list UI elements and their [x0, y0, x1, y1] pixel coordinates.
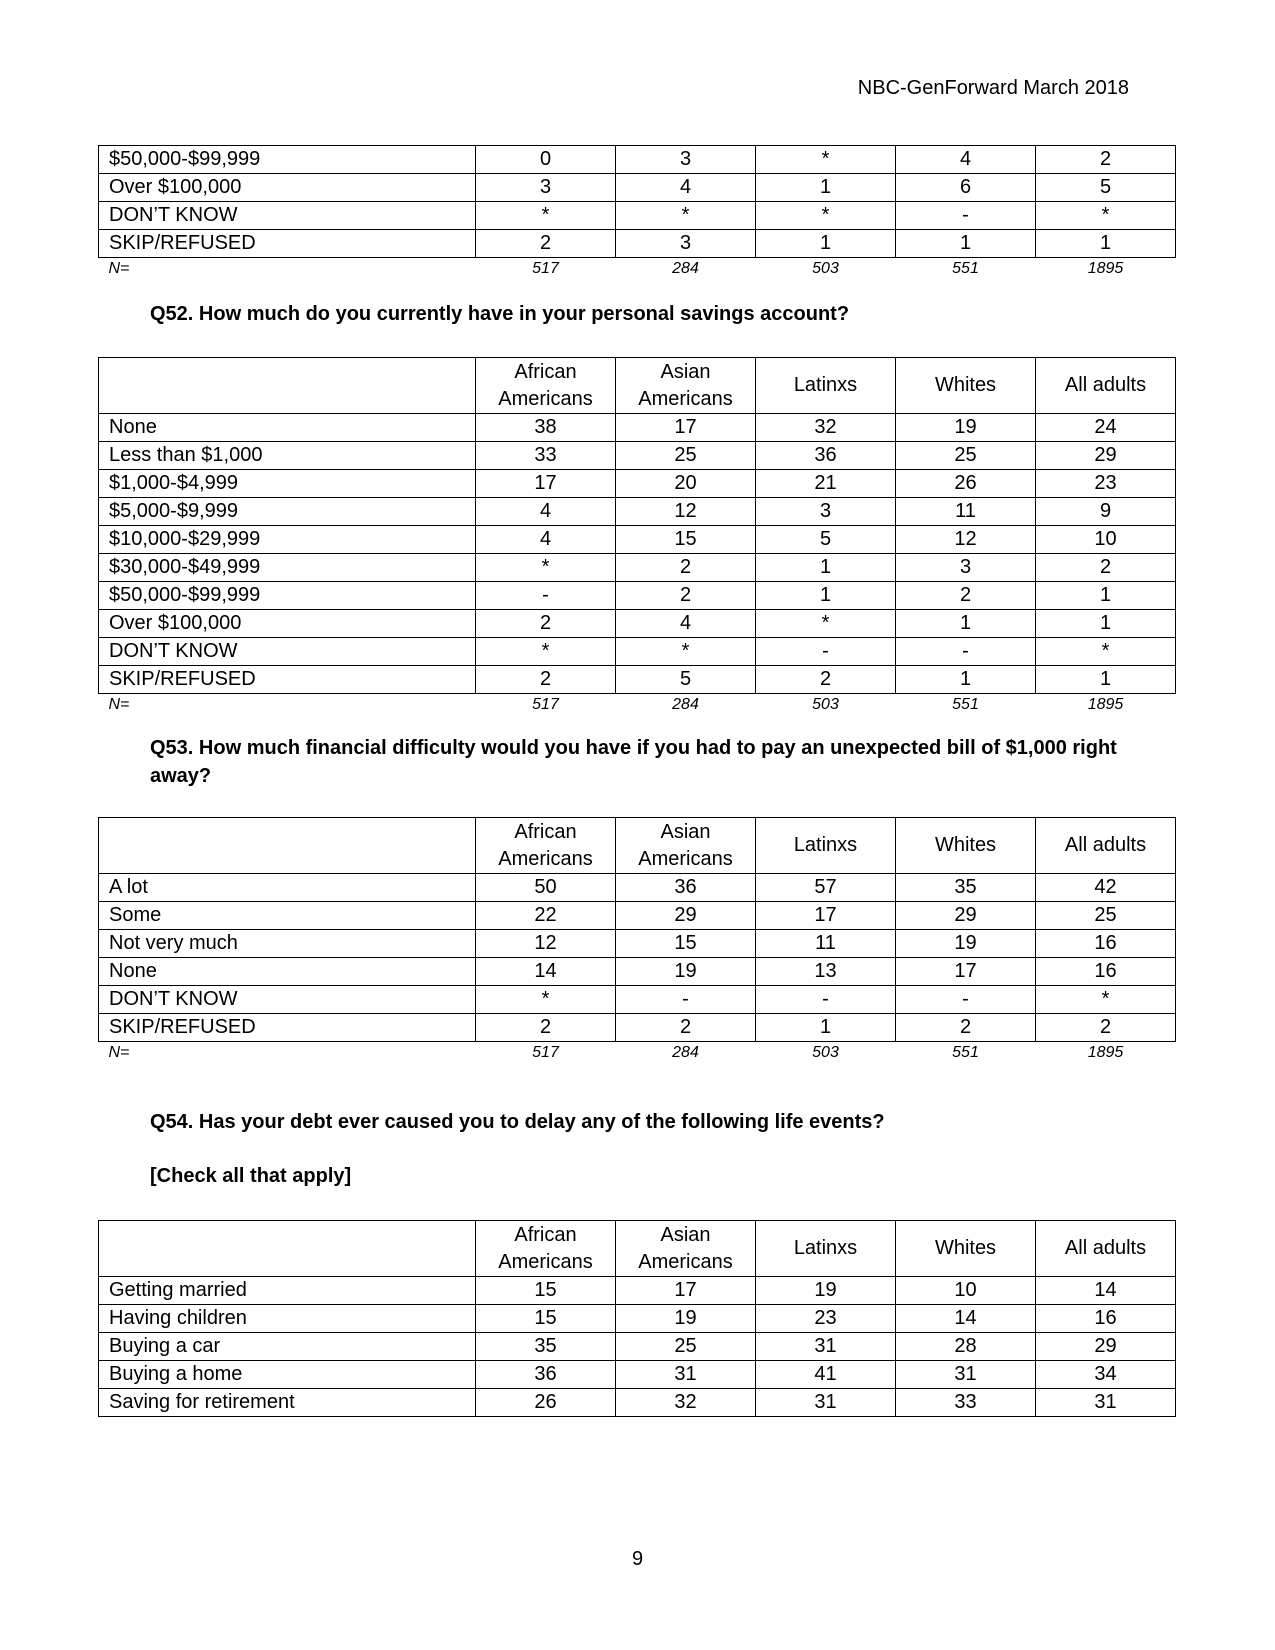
table-row: [99, 230, 1176, 258]
value-cell: 3: [616, 146, 756, 174]
column-header: Latinxs: [756, 358, 896, 414]
value-cell: *: [1036, 638, 1176, 666]
row-label: SKIP/REFUSED: [99, 666, 476, 694]
value-cell: 11: [756, 930, 896, 958]
value-cell: 50: [476, 874, 616, 902]
sample-size-value: 551: [952, 1044, 979, 1061]
q54-table: [98, 1220, 1176, 1417]
value-cell: 4: [616, 174, 756, 202]
value-cell: -: [896, 986, 1036, 1014]
value-cell: 57: [756, 874, 896, 902]
value-cell: 3: [756, 498, 896, 526]
q52-question: Q52. How much do you currently have in your personal savings account?: [150, 303, 850, 325]
value-cell: 31: [756, 1389, 896, 1417]
value-cell: *: [616, 202, 756, 230]
row-label: Some: [99, 902, 476, 930]
table-row: [99, 498, 1176, 526]
value-cell: 4: [476, 498, 616, 526]
table-header-row: [99, 818, 1176, 874]
value-cell: 35: [476, 1333, 616, 1361]
value-cell: 15: [616, 930, 756, 958]
value-cell: *: [1036, 986, 1176, 1014]
q54-instruction: [Check all that apply]: [150, 1165, 352, 1187]
sample-size-value: 1895: [1087, 260, 1124, 277]
row-label: DON’T KNOW: [99, 202, 476, 230]
value-cell: 2: [616, 1014, 756, 1042]
row-label: $50,000-$99,999: [99, 582, 476, 610]
value-cell: 19: [896, 930, 1036, 958]
value-cell: 16: [1036, 930, 1176, 958]
table-row: [99, 1014, 1176, 1042]
sample-size-row: [99, 694, 1176, 717]
row-label: Having children: [99, 1305, 476, 1333]
value-cell: 16: [1036, 1305, 1176, 1333]
q54-question: Q54. Has your debt ever caused you to delay any of the following life events?: [150, 1111, 885, 1133]
value-cell: 15: [476, 1305, 616, 1333]
row-label: Getting married: [99, 1277, 476, 1305]
value-cell: *: [476, 202, 616, 230]
table-row: [99, 582, 1176, 610]
value-cell: 2: [1036, 1014, 1176, 1042]
value-cell: 36: [756, 442, 896, 470]
table-row: [99, 202, 1176, 230]
value-cell: *: [756, 146, 896, 174]
value-cell: 42: [1036, 874, 1176, 902]
value-cell: -: [476, 582, 616, 610]
value-cell: 23: [756, 1305, 896, 1333]
value-cell: 2: [616, 554, 756, 582]
value-cell: 10: [896, 1277, 1036, 1305]
row-label: $1,000-$4,999: [99, 470, 476, 498]
value-cell: 5: [616, 666, 756, 694]
table-row: [99, 1361, 1176, 1389]
table-row: [99, 1277, 1176, 1305]
value-cell: 2: [896, 1014, 1036, 1042]
value-cell: 15: [476, 1277, 616, 1305]
sample-size-value: 503: [812, 1044, 839, 1061]
sample-size-row: [99, 258, 1176, 281]
sample-size-value: 517: [532, 1044, 559, 1061]
value-cell: 36: [616, 874, 756, 902]
column-header: African Americans: [476, 818, 616, 874]
value-cell: 3: [896, 554, 1036, 582]
table-row: [99, 874, 1176, 902]
value-cell: *: [616, 638, 756, 666]
sample-size-value: 517: [532, 260, 559, 277]
value-cell: 1: [896, 230, 1036, 258]
q53-table: [98, 817, 1176, 1064]
table-row: [99, 666, 1176, 694]
value-cell: 29: [616, 902, 756, 930]
value-cell: 17: [476, 470, 616, 498]
value-cell: 1: [756, 582, 896, 610]
value-cell: 1: [896, 610, 1036, 638]
value-cell: 2: [476, 610, 616, 638]
sample-size-label: N=: [108, 260, 130, 277]
value-cell: *: [756, 610, 896, 638]
column-header: African Americans: [476, 358, 616, 414]
value-cell: 17: [616, 414, 756, 442]
value-cell: 15: [616, 526, 756, 554]
row-label: Over $100,000: [99, 174, 476, 202]
table-row: [99, 1389, 1176, 1417]
table-row: [99, 470, 1176, 498]
value-cell: 9: [1036, 498, 1176, 526]
row-label: None: [99, 958, 476, 986]
value-cell: 33: [476, 442, 616, 470]
q53-question: Q53. How much financial difficulty would you have if you had to pay an unexpected bill of $1,000 right away?: [150, 737, 1117, 787]
table-row: [99, 610, 1176, 638]
column-header: Asian Americans: [616, 358, 756, 414]
table-row: [99, 1305, 1176, 1333]
value-cell: 4: [476, 526, 616, 554]
value-cell: 25: [1036, 902, 1176, 930]
value-cell: 29: [896, 902, 1036, 930]
value-cell: 16: [1036, 958, 1176, 986]
table-row: [99, 174, 1176, 202]
value-cell: 1: [1036, 610, 1176, 638]
value-cell: 1: [756, 230, 896, 258]
table-row: [99, 986, 1176, 1014]
value-cell: 4: [896, 146, 1036, 174]
value-cell: 1: [756, 1014, 896, 1042]
row-label: Saving for retirement: [99, 1389, 476, 1417]
value-cell: 31: [896, 1361, 1036, 1389]
value-cell: *: [476, 986, 616, 1014]
sample-size-value: 284: [672, 260, 699, 277]
value-cell: 3: [616, 230, 756, 258]
value-cell: *: [476, 554, 616, 582]
value-cell: 1: [756, 174, 896, 202]
sample-size-value: 503: [812, 260, 839, 277]
value-cell: 6: [896, 174, 1036, 202]
value-cell: 5: [756, 526, 896, 554]
value-cell: 5: [1036, 174, 1176, 202]
value-cell: 14: [896, 1305, 1036, 1333]
value-cell: *: [476, 638, 616, 666]
row-label: SKIP/REFUSED: [99, 1014, 476, 1042]
header-blank-cell: [99, 358, 476, 414]
value-cell: *: [756, 202, 896, 230]
value-cell: 19: [896, 414, 1036, 442]
income-table-continued: [98, 145, 1176, 280]
sample-size-row: [99, 1042, 1176, 1065]
column-header: Latinxs: [756, 818, 896, 874]
table-row: [99, 146, 1176, 174]
column-header: Whites: [896, 358, 1036, 414]
row-label: $50,000-$99,999: [99, 146, 476, 174]
row-label: Less than $1,000: [99, 442, 476, 470]
value-cell: 31: [1036, 1389, 1176, 1417]
table-row: [99, 638, 1176, 666]
value-cell: 31: [756, 1333, 896, 1361]
table-row: [99, 554, 1176, 582]
value-cell: -: [756, 638, 896, 666]
value-cell: 1: [1036, 582, 1176, 610]
value-cell: 2: [756, 666, 896, 694]
column-header: African Americans: [476, 1221, 616, 1277]
q52-table: [98, 357, 1176, 716]
table-row: [99, 526, 1176, 554]
row-label: DON’T KNOW: [99, 638, 476, 666]
column-header: Whites: [896, 818, 1036, 874]
sample-size-value: 284: [672, 1044, 699, 1061]
value-cell: 2: [476, 666, 616, 694]
table-row: [99, 1333, 1176, 1361]
table-row: [99, 442, 1176, 470]
value-cell: 11: [896, 498, 1036, 526]
row-label: Buying a car: [99, 1333, 476, 1361]
row-label: None: [99, 414, 476, 442]
value-cell: 25: [896, 442, 1036, 470]
value-cell: 2: [476, 1014, 616, 1042]
value-cell: 29: [1036, 1333, 1176, 1361]
row-label: Buying a home: [99, 1361, 476, 1389]
sample-size-value: 1895: [1087, 1044, 1124, 1061]
header-blank-cell: [99, 818, 476, 874]
header-blank-cell: [99, 1221, 476, 1277]
value-cell: 2: [1036, 146, 1176, 174]
row-label: DON’T KNOW: [99, 986, 476, 1014]
value-cell: -: [616, 986, 756, 1014]
value-cell: 10: [1036, 526, 1176, 554]
value-cell: 4: [616, 610, 756, 638]
value-cell: 1: [1036, 230, 1176, 258]
value-cell: 24: [1036, 414, 1176, 442]
value-cell: 13: [756, 958, 896, 986]
table-header-row: [99, 358, 1176, 414]
value-cell: 19: [616, 1305, 756, 1333]
value-cell: 2: [1036, 554, 1176, 582]
value-cell: 1: [896, 666, 1036, 694]
table-row: [99, 414, 1176, 442]
table-header-row: [99, 1221, 1176, 1277]
sample-size-value: 517: [532, 696, 559, 713]
row-label: $30,000-$49,999: [99, 554, 476, 582]
value-cell: *: [1036, 202, 1176, 230]
value-cell: 2: [616, 582, 756, 610]
value-cell: -: [896, 202, 1036, 230]
value-cell: 29: [1036, 442, 1176, 470]
sample-size-label: N=: [108, 696, 130, 713]
sample-size-value: 551: [952, 696, 979, 713]
value-cell: 17: [616, 1277, 756, 1305]
value-cell: 26: [476, 1389, 616, 1417]
value-cell: 2: [896, 582, 1036, 610]
value-cell: 19: [756, 1277, 896, 1305]
sample-size-value: 551: [952, 260, 979, 277]
sample-size-value: 284: [672, 696, 699, 713]
value-cell: -: [896, 638, 1036, 666]
value-cell: 21: [756, 470, 896, 498]
table-row: [99, 902, 1176, 930]
value-cell: 1: [1036, 666, 1176, 694]
row-label: Not very much: [99, 930, 476, 958]
column-header: Asian Americans: [616, 1221, 756, 1277]
value-cell: 3: [476, 174, 616, 202]
value-cell: 41: [756, 1361, 896, 1389]
row-label: SKIP/REFUSED: [99, 230, 476, 258]
value-cell: 34: [1036, 1361, 1176, 1389]
column-header: Asian Americans: [616, 818, 756, 874]
value-cell: 35: [896, 874, 1036, 902]
value-cell: 25: [616, 1333, 756, 1361]
value-cell: 28: [896, 1333, 1036, 1361]
sample-size-label: N=: [108, 1044, 130, 1061]
value-cell: 22: [476, 902, 616, 930]
value-cell: 2: [476, 230, 616, 258]
column-header: Whites: [896, 1221, 1036, 1277]
value-cell: 17: [756, 902, 896, 930]
row-label: Over $100,000: [99, 610, 476, 638]
value-cell: 12: [476, 930, 616, 958]
value-cell: 0: [476, 146, 616, 174]
value-cell: 26: [896, 470, 1036, 498]
value-cell: 32: [616, 1389, 756, 1417]
value-cell: 38: [476, 414, 616, 442]
row-label: A lot: [99, 874, 476, 902]
value-cell: 33: [896, 1389, 1036, 1417]
sample-size-value: 503: [812, 696, 839, 713]
column-header: All adults: [1036, 1221, 1176, 1277]
column-header: All adults: [1036, 818, 1176, 874]
value-cell: 19: [616, 958, 756, 986]
column-header: All adults: [1036, 358, 1176, 414]
table-row: [99, 930, 1176, 958]
row-label: $10,000-$29,999: [99, 526, 476, 554]
value-cell: 31: [616, 1361, 756, 1389]
value-cell: 20: [616, 470, 756, 498]
value-cell: 32: [756, 414, 896, 442]
value-cell: 17: [896, 958, 1036, 986]
value-cell: 14: [476, 958, 616, 986]
value-cell: 36: [476, 1361, 616, 1389]
value-cell: 1: [756, 554, 896, 582]
sample-size-value: 1895: [1087, 696, 1124, 713]
table-row: [99, 958, 1176, 986]
value-cell: 12: [896, 526, 1036, 554]
value-cell: -: [756, 986, 896, 1014]
value-cell: 23: [1036, 470, 1176, 498]
value-cell: 14: [1036, 1277, 1176, 1305]
value-cell: 12: [616, 498, 756, 526]
row-label: $5,000-$9,999: [99, 498, 476, 526]
page-number: 9: [631, 1548, 644, 1570]
column-header: Latinxs: [756, 1221, 896, 1277]
document-header: NBC-GenForward March 2018: [857, 77, 1129, 99]
value-cell: 25: [616, 442, 756, 470]
